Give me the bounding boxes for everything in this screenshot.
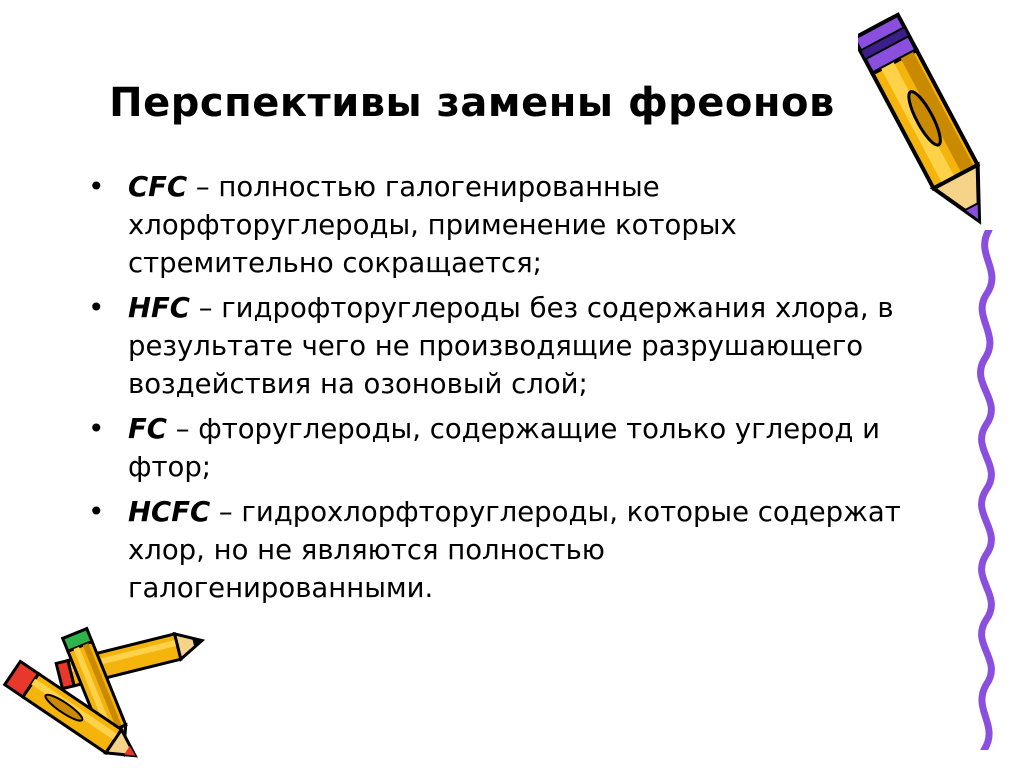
bullet-glyph: • (88, 170, 105, 203)
slide-title: Перспективы замены фреонов (109, 80, 835, 126)
term-label: HFC (128, 292, 190, 324)
wavy-line (964, 230, 1014, 750)
bullet-glyph: • (88, 412, 105, 445)
term-label: HCFC (128, 496, 211, 528)
bullet-item-fc (88, 410, 918, 486)
term-description: – фторуглероды, содержащие только углерод и фтор; (128, 413, 881, 483)
term-label: FC (128, 413, 167, 445)
pencil-icon (858, 4, 1004, 244)
bullet-list (88, 168, 918, 614)
pencils-cluster-icon (0, 618, 210, 763)
bullet-glyph: • (88, 291, 105, 324)
term-label: CFC (128, 171, 188, 203)
term-description: – гидрофторуглероды без содержания хлора, в результате чего не производящие разрушающего воздействия на озоновый слой; (128, 292, 894, 400)
term-description: – полностью галогенированные хлорфторуглероды, применение которых стремительно сокращается; (128, 171, 737, 279)
bullet-item-cfc (88, 168, 918, 282)
term-description: – гидрохлорфторуглероды, которые содержат хлор, но не являются полностью галогенированными. (128, 496, 901, 604)
bullet-glyph: • (88, 495, 105, 528)
bullet-item-hcfc (88, 493, 918, 607)
bullet-item-hfc (88, 289, 918, 403)
